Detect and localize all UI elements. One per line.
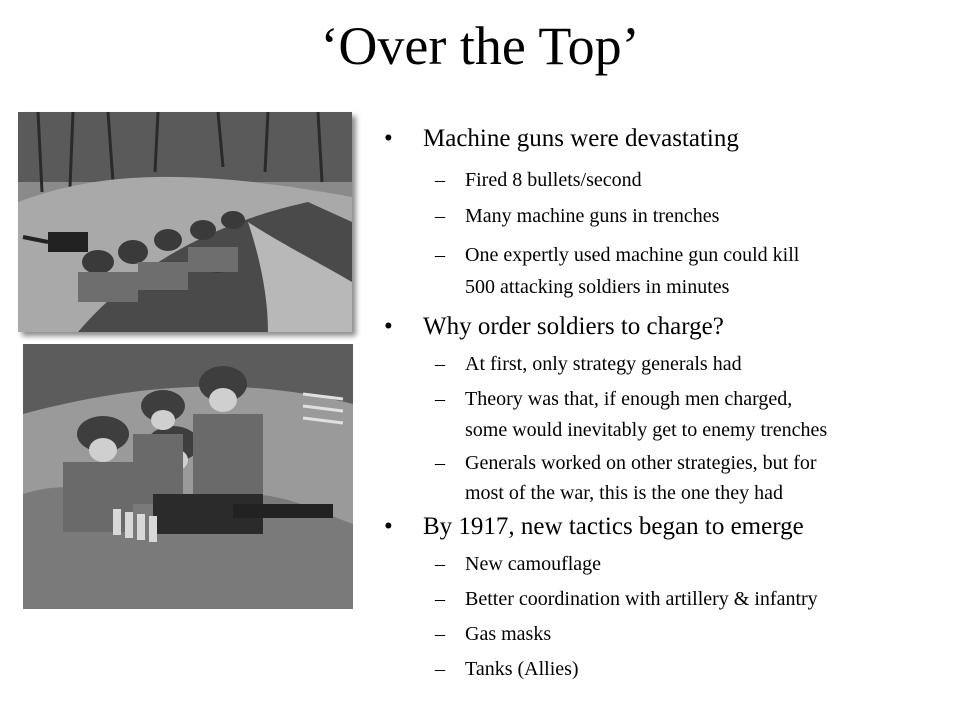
machine-gun-crew-photo-icon <box>23 344 353 609</box>
sub-bullet-text: Generals worked on other strategies, but for <box>465 452 817 474</box>
sub-bullet-text: At first, only strategy generals had <box>465 353 742 375</box>
bullet-dot: • <box>384 313 393 340</box>
sub-bullet-text: 500 attacking soldiers in minutes <box>465 276 730 298</box>
sub-bullet-dash: – <box>435 244 445 266</box>
sub-bullet-dash: – <box>435 388 445 410</box>
bullet-text: Why order soldiers to charge? <box>423 313 724 340</box>
slide-title: ‘Over the Top’ <box>320 16 640 76</box>
bullet-text: Machine guns were devastating <box>423 125 739 152</box>
sub-bullet-dash: – <box>435 658 445 680</box>
sub-bullet-text: some would inevitably get to enemy trenches <box>465 419 828 441</box>
sub-bullet-text: New camouflage <box>465 553 602 575</box>
sub-bullet-text: Gas masks <box>465 623 552 645</box>
sub-bullet-text: One expertly used machine gun could kill <box>465 244 800 266</box>
sub-bullet-text: Tanks (Allies) <box>465 658 579 680</box>
sub-bullet-dash: – <box>435 205 445 227</box>
sub-bullet-dash: – <box>435 623 445 645</box>
sub-bullet-text: Better coordination with artillery & infantry <box>465 588 818 610</box>
sub-bullet-text: Theory was that, if enough men charged, <box>465 388 793 410</box>
bullet-dot: • <box>384 125 393 152</box>
sub-bullet-dash: – <box>435 588 445 610</box>
machine-gun-crew-photo <box>23 344 353 609</box>
sub-bullet-dash: – <box>435 353 445 375</box>
trench-photo <box>18 112 352 332</box>
bullet-list <box>384 0 954 720</box>
sub-bullet-text: most of the war, this is the one they had <box>465 482 784 504</box>
sub-bullet-text: Many machine guns in trenches <box>465 205 720 227</box>
sub-bullet-dash: – <box>435 452 445 474</box>
sub-bullet-dash: – <box>435 553 445 575</box>
trench-photo-icon <box>18 112 352 332</box>
bullet-text: By 1917, new tactics began to emerge <box>423 513 804 540</box>
sub-bullet-dash: – <box>435 169 445 191</box>
sub-bullet-text: Fired 8 bullets/second <box>465 169 642 191</box>
bullet-dot: • <box>384 513 393 540</box>
